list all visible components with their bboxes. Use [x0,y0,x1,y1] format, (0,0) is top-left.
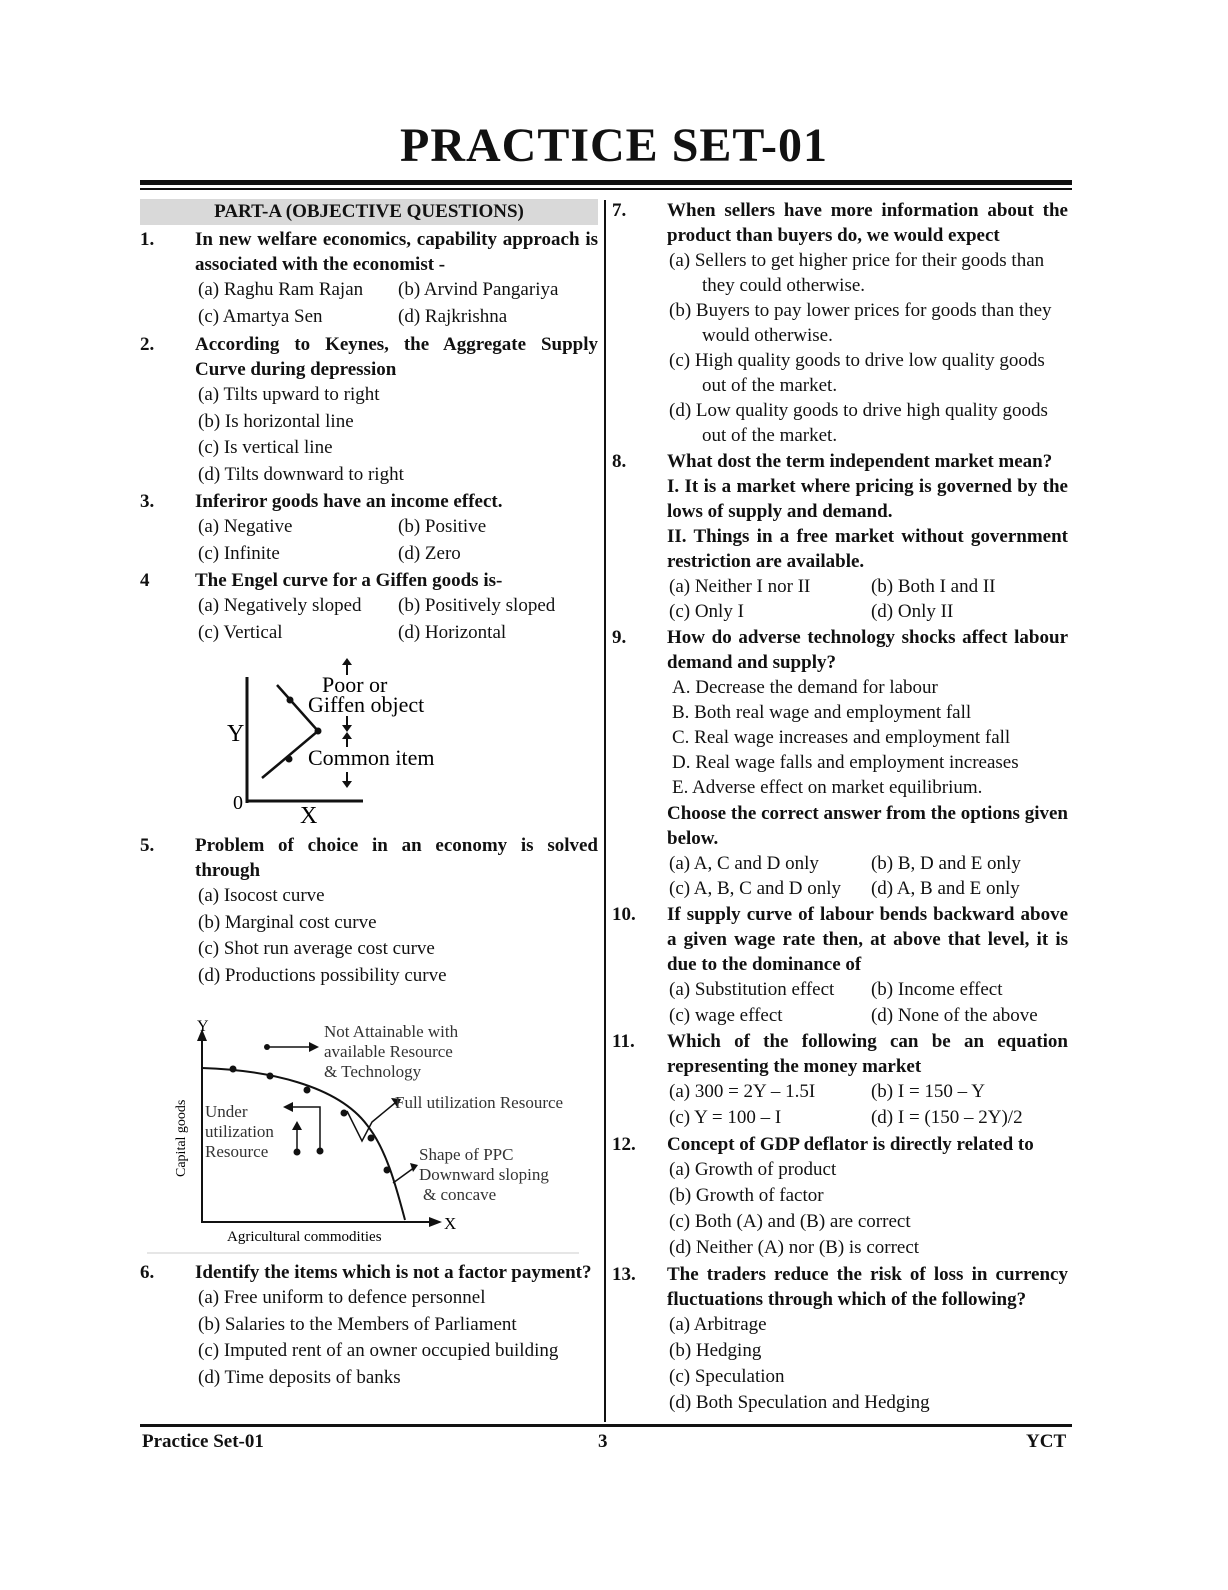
option: (a) Sellers to get higher price for their goods than they could otherwise. [669,250,1045,296]
ppc-point [264,1044,270,1050]
list-item: C. Real wage increases and employment fall [672,727,1011,748]
arrow-shape [393,1167,415,1183]
question-text: How do adverse technology shocks affect labour demand and supply? [667,627,1068,673]
option: (a) Negatively sloped [198,595,362,616]
question-text: When sellers have more information about the product than buyers do, we would expect [667,200,1068,246]
column-divider [604,200,606,1422]
label-under-1: Under [205,1102,248,1121]
option: (d) Horizontal [398,621,507,643]
ppc-point [304,1087,311,1094]
question-10 [612,902,1068,1028]
question-text: If supply curve of labour bends backward above a given wage rate then, at above that level, it is due to the dominance of [667,904,1068,975]
instruction: Choose the correct answer from the options given below. [667,803,1068,849]
ppc-figure [147,1015,592,1255]
option: (a) Isocost curve [198,885,325,906]
option: (a) Tilts upward to right [198,384,380,405]
ppc-point [294,1149,301,1156]
question-number: 9. [612,627,627,648]
ppc-point [368,1135,375,1142]
right-column [612,198,1068,1416]
option: (c) Amartya Sen [198,305,323,327]
option: (d) Both Speculation and Hedging [669,1392,930,1413]
label-poor-or: Poor or [322,672,388,697]
option: (b) Is horizontal line [198,410,354,432]
option: (c) Imputed rent of an owner occupied building [198,1340,559,1361]
option: (d) Only II [870,601,954,622]
question-number: 10. [612,904,636,925]
option: (d) I = (150 – 2Y)/2 [870,1107,1023,1128]
option: (b) Both I and II [870,576,996,597]
arrow-head [309,1042,319,1052]
list-item: B. Both real wage and employment fall [672,702,972,723]
option: (b) Growth of factor [669,1185,824,1206]
question-number: 12. [612,1134,636,1155]
y-axis-label: Y [227,721,245,747]
question-number: 13. [612,1264,636,1285]
footer-rule [140,1424,1072,1427]
option: (b) Positive [398,516,487,537]
ppc-point [341,1110,348,1117]
arrow-head [283,1102,293,1112]
x-axis-letter: X [444,1214,457,1233]
question-6 [140,1260,598,1391]
option: (c) wage effect [669,1004,783,1026]
option: (a) A, C and D only [669,853,819,874]
left-column-bottom [140,1260,598,1391]
option: (b) Positively sloped [398,595,556,616]
section-heading: PART-A (OBJECTIVE QUESTIONS) [140,199,598,225]
question-text: What dost the term independent market mean? [667,451,1053,472]
label-shape-3: & concave [423,1185,497,1204]
question-number: 3. [140,491,155,512]
option: (d) Productions possibility curve [198,964,447,986]
question-12 [612,1132,1068,1261]
curve-point [286,756,293,763]
option: (c) Only I [669,601,744,622]
question-text: Which of the following can be an equation representing the money market [667,1031,1068,1077]
origin-label: 0 [233,792,243,814]
footer-right: YCT [1026,1431,1067,1452]
page-title: PRACTICE SET-01 [400,119,828,172]
option: (a) Substitution effect [669,979,835,1000]
ppc-point [384,1167,391,1174]
left-column-lower [140,833,598,989]
question-text: Problem of choice in an economy is solved through [195,835,598,881]
question-8 [612,449,1068,624]
option: (a) Free uniform to defence personnel [198,1287,486,1308]
label-under-3: Resource [205,1142,269,1161]
label-not-attainable-1: Not Attainable with [324,1022,459,1041]
label-common-item: Common item [308,745,435,770]
option: (d) Low quality goods to drive high quality goods out of the market. [669,400,1048,446]
question-number: 6. [140,1262,155,1283]
footer-left: Practice Set-01 [142,1431,264,1452]
question-number: 2. [140,334,155,355]
question-number: 7. [612,200,627,221]
option: (a) Raghu Ram Rajan [198,279,364,300]
question-4 [140,568,598,646]
arrow-head [292,1121,302,1130]
option: (c) Shot run average cost curve [198,938,435,959]
question-text: Identify the items which is not a factor payment? [195,1262,592,1283]
option: (b) Salaries to the Members of Parliament [198,1313,517,1335]
question-text: The Engel curve for a Giffen goods is- [195,570,503,591]
question-13 [612,1262,1068,1416]
option: (b) B, D and E only [870,853,1021,874]
option: (c) High quality goods to drive low quality goods out of the market. [669,350,1045,396]
option: (b) Buyers to pay lower prices for goods than they would otherwise. [669,300,1052,346]
question-11 [612,1029,1068,1131]
title-rule-thin [140,188,1072,190]
question-text: Concept of GDP deflator is directly related to [667,1134,1034,1155]
question-text: In new welfare economics, capability approach is associated with the economist - [195,229,598,275]
question-number: 11. [612,1031,635,1052]
question-7 [612,198,1068,448]
question-number: 8. [612,451,627,472]
option: (d) Tilts downward to right [198,463,404,485]
page-number: 3 [598,1431,608,1452]
list-item: A. Decrease the demand for labour [672,677,938,698]
label-shape-2: Downward sloping [419,1165,549,1184]
x-axis-label: Agricultural commodities [227,1229,382,1245]
question-text: According to Keynes, the Aggregate Supply Curve during depression [195,334,598,380]
option: (d) Time deposits of banks [198,1366,401,1388]
question-text: Inferiror goods have an income effect. [195,491,503,512]
question-5 [140,833,598,989]
curve-point [287,697,294,704]
x-axis-label: X [300,803,318,829]
question-9 [612,625,1068,901]
title-rule-thick [140,180,1072,185]
option: (d) Neither (A) nor (B) is correct [669,1237,920,1258]
x-axis-arrow [429,1217,442,1227]
option: (a) Neither I nor II [669,576,811,597]
option: (d) Zero [398,542,461,564]
option: (c) Speculation [669,1366,785,1387]
left-column [140,199,598,646]
option: (d) None of the above [870,1004,1038,1026]
question-number: 5. [140,835,155,856]
option: (b) I = 150 – Y [870,1081,985,1102]
engel-curve-figure [220,655,460,830]
statement: II. Things in a free market without government restriction are available. [667,526,1068,572]
option: (c) Both (A) and (B) are correct [669,1211,911,1232]
question-3 [140,489,598,567]
option: (b) Marginal cost curve [198,911,377,933]
ppc-point [267,1073,274,1080]
list-item: E. Adverse effect on market equilibrium. [672,777,983,798]
question-number: 4 [140,570,150,591]
label-full-util: Full utilization Resource [395,1093,564,1112]
option: (c) A, B, C and D only [669,878,842,899]
option: (d) A, B and E only [870,878,1020,899]
option: (b) Income effect [870,979,1003,1000]
question-1 [140,227,598,330]
y-axis-letter: Y [197,1018,209,1035]
option: (c) Y = 100 – I [669,1107,782,1128]
label-not-attainable-2: available Resource [324,1042,453,1061]
option: (a) Negative [198,516,293,537]
label-not-attainable-3: & Technology [324,1062,422,1081]
option: (a) Arbitrage [669,1314,767,1335]
label-giffen-object: Giffen object [308,692,425,717]
option: (c) Vertical [198,621,283,643]
question-number: 1. [140,229,155,250]
option: (c) Infinite [198,542,280,564]
label-under-2: utilization [205,1122,274,1141]
option: (a) 300 = 2Y – 1.5I [669,1081,816,1102]
ppc-point [230,1066,237,1073]
list-item: D. Real wage falls and employment increases [672,752,1019,773]
question-2 [140,332,598,488]
option: (d) Rajkrishna [398,305,508,327]
option: (b) Arvind Pangariya [398,279,559,300]
option: (a) Growth of product [669,1159,837,1180]
curve-point [315,728,322,735]
question-text: The traders reduce the risk of loss in currency fluctuations through which of the following? [667,1264,1068,1310]
y-axis-label: Capital goods [174,1099,189,1177]
option: (c) Is vertical line [198,437,333,458]
statement: I. It is a market where pricing is governed by the lows of supply and demand. [667,476,1068,522]
label-shape-1: Shape of PPC [419,1145,514,1164]
option: (b) Hedging [669,1340,762,1361]
